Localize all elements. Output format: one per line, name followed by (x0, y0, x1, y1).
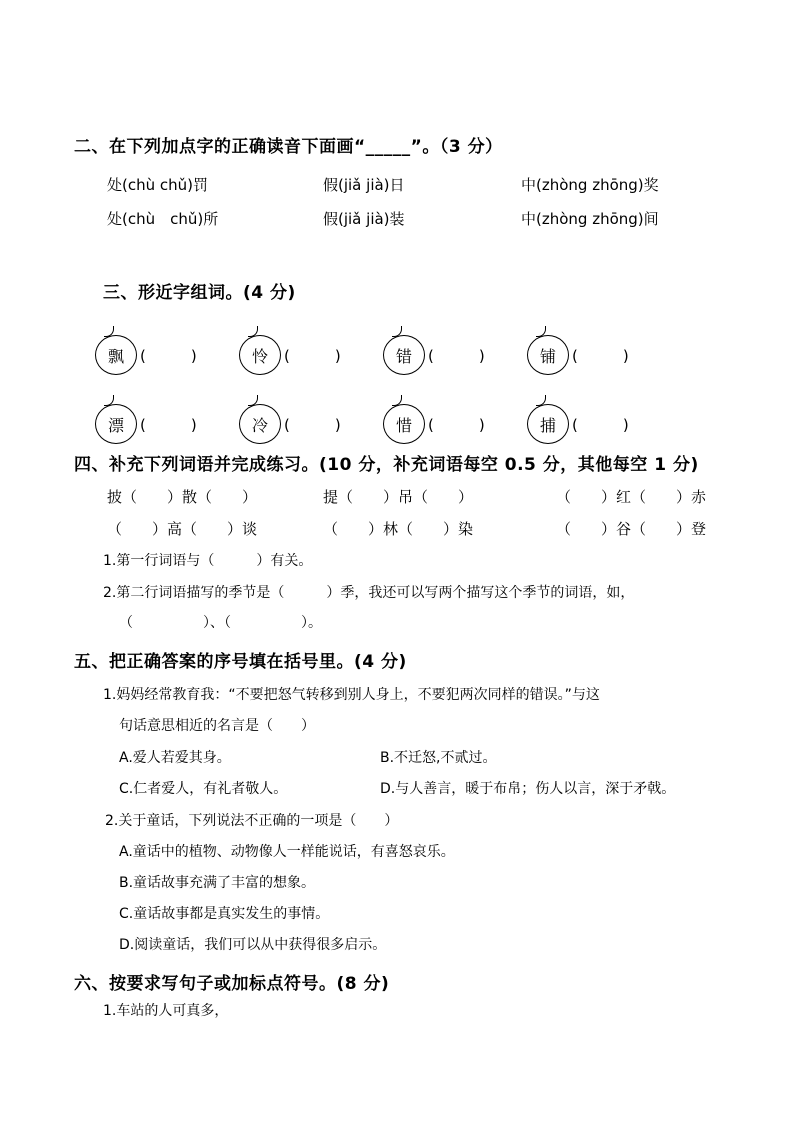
option-a: A.童话中的植物、动物像人一样能说话，有喜怒哀乐。 (119, 844, 455, 860)
pinyin-item: 假(jiǎ jià)装 (323, 210, 405, 228)
question-text: 句话意思相近的名言是（ ） (119, 718, 315, 734)
section-4-title: 四、补充下列词语并完成练习。(10 分，补充词语每空 0.5 分，其他每空 1 分) (74, 455, 699, 475)
option-c: C.童话故事都是真实发生的事情。 (119, 906, 330, 922)
pinyin-item: 中(zhòng zhōng)奖 (521, 176, 659, 194)
answer-bracket[interactable]: ( ) (572, 347, 629, 365)
char-circle: 漂 (95, 404, 137, 444)
pinyin-item: 处(chù chǔ)罚 (107, 176, 208, 194)
idiom-fill[interactable]: （ ）高（ ）谈 (107, 520, 258, 538)
section-2-title: 二、在下列加点字的正确读音下面画“_____”。（3 分） (74, 137, 503, 157)
idiom-fill[interactable]: （ ）林（ ）染 (323, 520, 474, 538)
answer-bracket[interactable]: ( ) (284, 347, 341, 365)
question-text: 1.妈妈经常教育我：“不要把怒气转移到别人身上，不要犯两次同样的错误。”与这 (103, 687, 600, 703)
answer-bracket[interactable]: ( ) (140, 416, 197, 434)
question-text: 2.第二行词语描写的季节是（ ）季，我还可以写两个描写这个季节的词语，如， (103, 585, 635, 601)
char-circle: 铺 (527, 335, 569, 375)
option-b: B.不迁怒,不贰过。 (380, 750, 497, 766)
char-circle: 飘 (95, 335, 137, 375)
section-3-title: 三、形近字组词。(4 分) (103, 283, 296, 303)
option-d: D.阅读童话，我们可以从中获得很多启示。 (119, 937, 387, 953)
option-c: C.仁者爱人，有礼者敬人。 (119, 781, 288, 797)
question-text: （ ）、（ ）。 (119, 615, 322, 631)
question-text: 1.第一行词语与（ ）有关。 (103, 553, 313, 569)
pinyin-item: 假(jiǎ jià)日 (323, 176, 405, 194)
answer-bracket[interactable]: ( ) (284, 416, 341, 434)
answer-bracket[interactable]: ( ) (428, 416, 485, 434)
option-d: D.与人善言，暖于布帛；伤人以言，深于矛戟。 (380, 781, 676, 797)
section-6-title: 六、按要求写句子或加标点符号。(8 分) (74, 974, 390, 994)
char-circle: 捕 (527, 404, 569, 444)
option-a: A.爱人若爱其身。 (119, 750, 231, 766)
answer-bracket[interactable]: ( ) (572, 416, 629, 434)
answer-bracket[interactable]: ( ) (428, 347, 485, 365)
pinyin-item: 中(zhòng zhōng)间 (521, 210, 659, 228)
idiom-fill[interactable]: （ ）谷（ ）登 (556, 520, 707, 538)
char-circle: 冷 (239, 404, 281, 444)
char-circle: 惜 (383, 404, 425, 444)
question-text: 1.车站的人可真多， (103, 1003, 229, 1019)
idiom-fill[interactable]: 披（ ）散（ ） (107, 488, 258, 506)
idiom-fill[interactable]: （ ）红（ ）赤 (556, 488, 707, 506)
pinyin-item: 处(chù chǔ)所 (107, 210, 219, 228)
option-b: B.童话故事充满了丰富的想象。 (119, 875, 316, 891)
question-text: 2.关于童话，下列说法不正确的一项是（ ） (105, 813, 399, 829)
idiom-fill[interactable]: 提（ ）吊（ ） (323, 488, 474, 506)
answer-bracket[interactable]: ( ) (140, 347, 197, 365)
char-circle: 错 (383, 335, 425, 375)
char-circle: 怜 (239, 335, 281, 375)
section-5-title: 五、把正确答案的序号填在括号里。(4 分) (74, 652, 407, 672)
